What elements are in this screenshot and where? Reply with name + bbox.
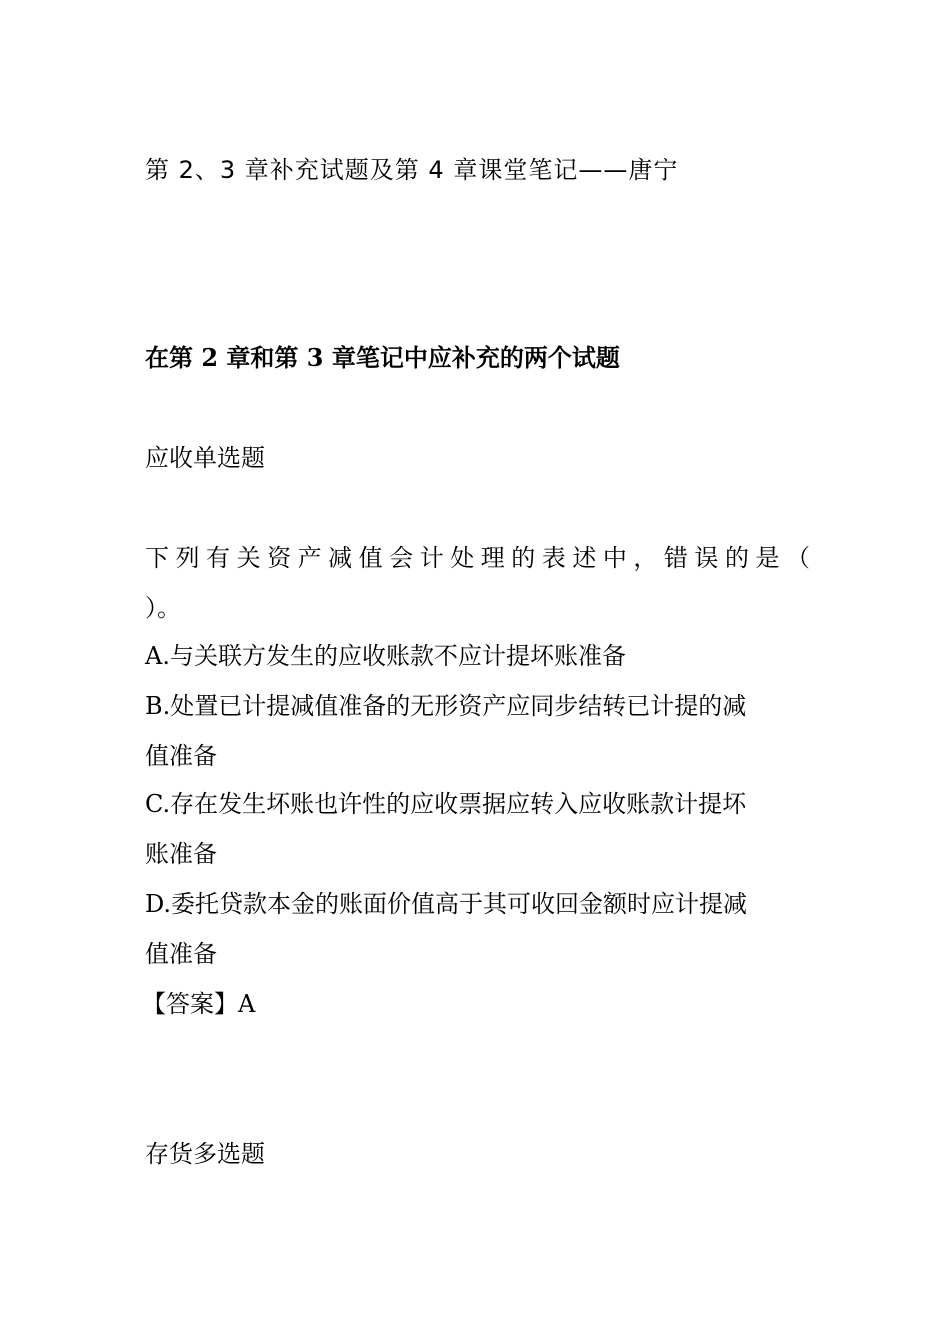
question-stem: 下列有关资产减值会计处理的表述中，错误的是（ (145, 544, 810, 572)
answer-text: 【答案】A (142, 990, 256, 1018)
option-c-continued: 账准备 (145, 840, 217, 868)
option-b-continued: 值准备 (145, 742, 217, 770)
document-title: 第 2、3 章补充试题及第 4 章课堂笔记——唐宁 (145, 156, 679, 184)
option-d-continued: 值准备 (145, 940, 217, 968)
question-category-label-2: 存货多选题 (145, 1140, 265, 1168)
question-category-label: 应收单选题 (145, 444, 265, 472)
option-b: B.处置已计提减值准备的无形资产应同步结转已计提的减 (145, 692, 747, 720)
option-a: A.与关联方发生的应收账款不应计提坏账准备 (145, 642, 626, 670)
option-d: D.委托贷款本金的账面价值高于其可收回金额时应计提减 (145, 890, 748, 918)
option-c: C.存在发生坏账也许性的应收票据应转入应收账款计提坏 (145, 790, 747, 818)
question-stem-continued: ）。 (145, 594, 181, 622)
section-heading: 在第 2 章和第 3 章笔记中应补充的两个试题 (145, 343, 620, 372)
